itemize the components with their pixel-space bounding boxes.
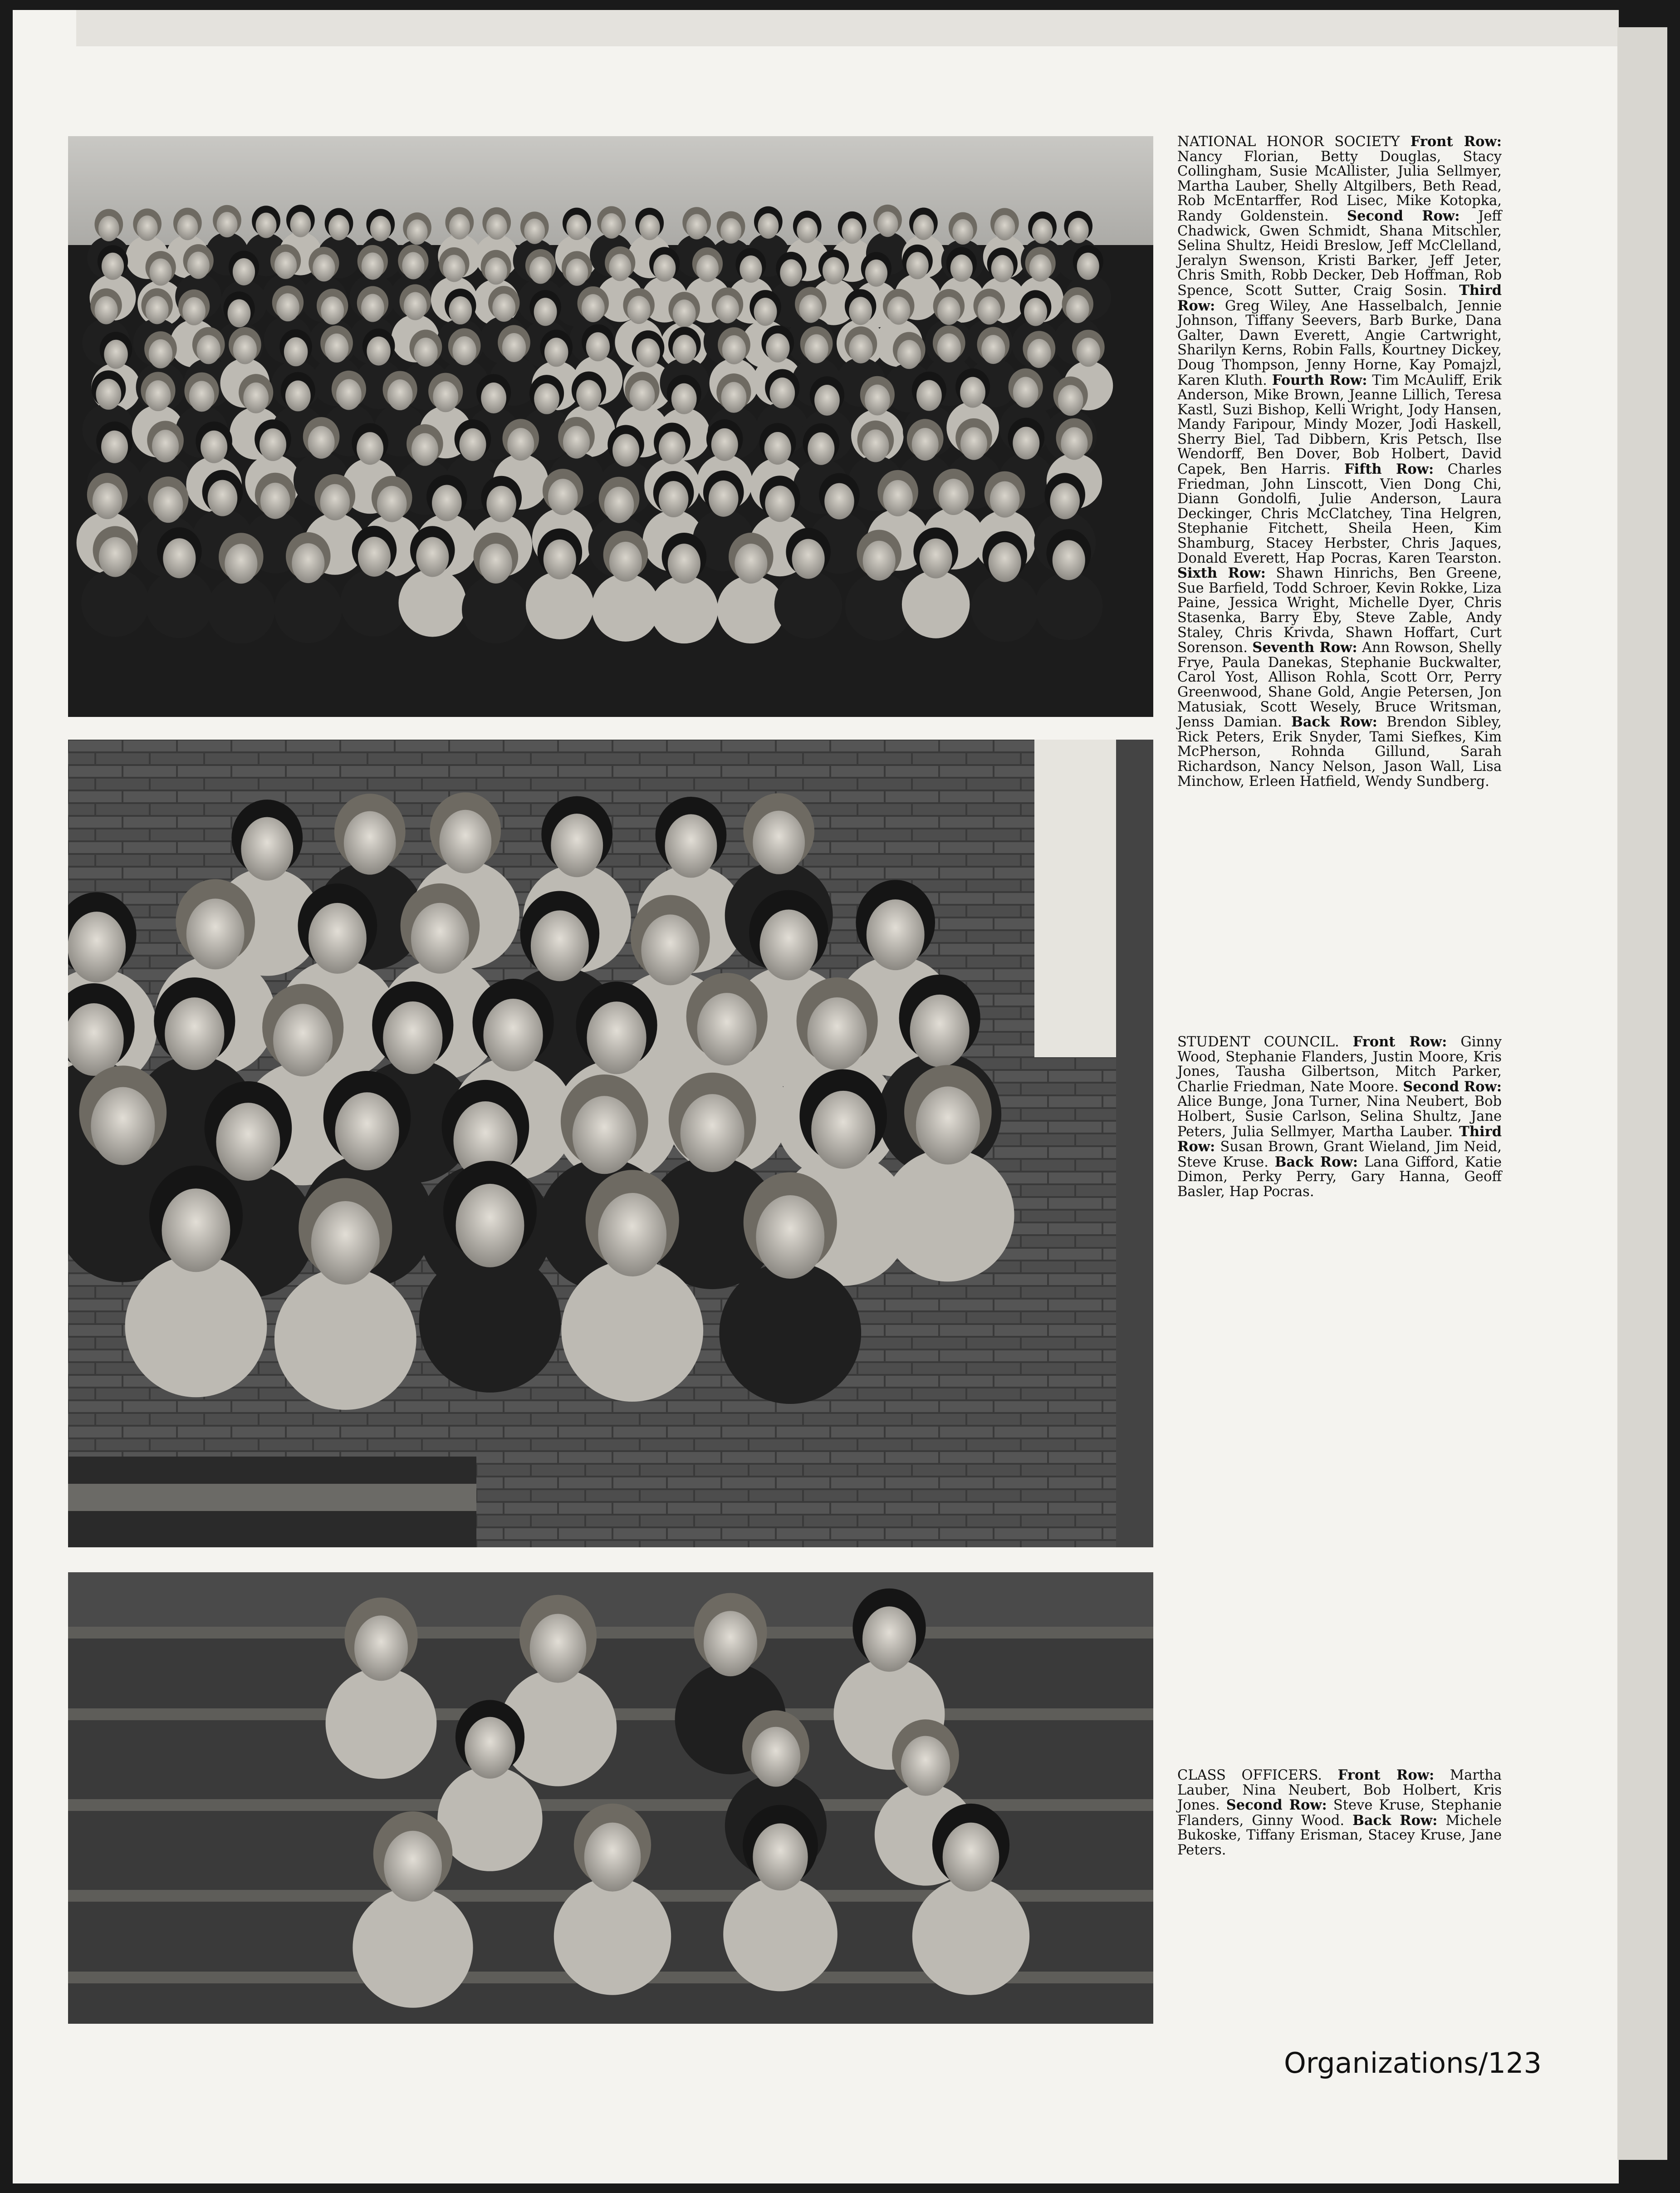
row-label: Third Row: bbox=[1177, 1123, 1502, 1155]
page-folio: Organizations/123 bbox=[1284, 2046, 1542, 2080]
row-label: Front Row: bbox=[1410, 133, 1502, 150]
caption-text: Lana Gifford, Katie Dimon, Perky Perry, Gary Hanna, Geoff Basler, Hap Pocras. bbox=[1177, 1154, 1502, 1200]
row-label: Second Row: bbox=[1403, 1078, 1502, 1095]
caption-text: Nancy Florian, Betty Douglas, Stacy Collingham, Susie McAllister, Julia Sellmyer, Martha Lauber, Shelly Altgilbers, Beth Read, Rob McEntarffer, Rod Lisec, Mike Kotopka, Randy Goldenstein. bbox=[1177, 148, 1502, 224]
caption-text: Ginny Wood, Stephanie Flanders, Justin Moore, Kris Jones, Tausha Gilbertson, Mitch Parker, Charlie Friedman, Nate Moore. bbox=[1177, 1034, 1502, 1095]
row-label: Sixth Row: bbox=[1177, 565, 1266, 582]
student-council-caption bbox=[1177, 1035, 1502, 1200]
class-officers-photo bbox=[68, 1572, 1153, 2024]
row-label: Back Row: bbox=[1352, 1812, 1438, 1829]
row-label: Fifth Row: bbox=[1344, 461, 1434, 478]
caption-text: Greg Wiley, Ane Hasselbalch, Jennie Johnson, Tiffany Seevers, Barb Burke, Dana Galter, Dawn Everett, Angie Cartwright, Sharilyn Kerns, Robin Falls, Kourtney Dickey, Doug Thompson, Jenny Horne, Kay Pomajzl, Karen Kluth. bbox=[1177, 298, 1502, 388]
page-edge bbox=[1617, 27, 1667, 2160]
caption-text: NATIONAL HONOR SOCIETY bbox=[1177, 134, 1411, 150]
national-honor-society-photo bbox=[68, 136, 1153, 717]
row-label: Back Row: bbox=[1291, 714, 1377, 731]
caption-text: Steve Kruse, Stephanie Flanders, Ginny Wood. bbox=[1177, 1797, 1502, 1829]
nhs-photo-art bbox=[68, 136, 1153, 717]
row-label: Front Row: bbox=[1337, 1767, 1435, 1783]
row-label: Fourth Row: bbox=[1272, 372, 1367, 388]
caption-text: Michele Bukoske, Tiffany Erisman, Stacey Kruse, Jane Peters. bbox=[1177, 1812, 1502, 1858]
class-officers-photo-art bbox=[68, 1572, 1153, 2024]
caption-text: Tim McAuliff, Erik Anderson, Mike Brown, Jeanne Lillich, Teresa Kastl, Suzi Bishop, Kelli Wright, Jody Hansen, Mandy Faripour, Mindy Mozer, Jodi Haskell, Sherry Biel, Tad Dibbern, Kris Petsch, Ilse Wendorff, Ben Dover, Bob Holbert, David Capek, Ben Harris. bbox=[1177, 372, 1502, 478]
caption-text: Alice Bunge, Jona Turner, Nina Neubert, Bob Holbert, Susie Carlson, Selina Shultz, Jane Peters, Julia Sellmyer, Martha Lauber. bbox=[1177, 1094, 1502, 1140]
row-label: Second Row: bbox=[1226, 1797, 1327, 1814]
caption-text: Ann Rowson, Shelly Frye, Paula Danekas, Stephanie Buckwalter, Carol Yost, Allison Rohla, Scott Orr, Perry Greenwood, Shane Gold, Angie Petersen, Jon Matusiak, Scott Wesely, Bruce Writsman, Jenss Damian. bbox=[1177, 640, 1502, 731]
student-council-photo bbox=[68, 740, 1153, 1547]
row-label: Second Row: bbox=[1347, 207, 1460, 224]
caption-text: Charles Friedman, John Linscott, Vien Dong Chi, Diann Gondolfi, Julie Anderson, Laura Deckinger, Chris McClatchey, Tina Helgren, Stephanie Fitchett, Sheila Heen, Kim Shamburg, Stacey Herbster, Chris Jaques, Donald Everett, Hap Pocras, Karen Tearston. bbox=[1177, 461, 1502, 566]
national-honor-society-caption bbox=[1177, 134, 1502, 789]
row-label: Seventh Row: bbox=[1252, 639, 1357, 656]
row-label: Front Row: bbox=[1352, 1034, 1447, 1050]
row-label: Third Row: bbox=[1177, 282, 1502, 314]
caption-text: CLASS OFFICERS. bbox=[1177, 1767, 1338, 1783]
caption-text: STUDENT COUNCIL. bbox=[1177, 1034, 1353, 1050]
caption-text: Shawn Hinrichs, Ben Greene, Sue Barfield, Todd Schroer, Kevin Rokke, Liza Paine, Jessica Wright, Michelle Dyer, Chris Stasenka, Barry Eby, Steve Zable, Andy Staley, Chris Krivda, Shawn Hoffart, Curt Sorenson. bbox=[1177, 565, 1502, 656]
caption-text: Brendon Sibley, Rick Peters, Erik Snyder, Tami Siefkes, Kim McPherson, Rohnda Gillund, Sarah Richardson, Nancy Nelson, Jason Wall, Lisa Minchow, Erleen Hatfield, Wendy Sundberg. bbox=[1177, 714, 1502, 790]
caption-text: Jeff Chadwick, Gwen Schmidt, Shana Mitschler, Selina Shultz, Heidi Breslow, Jeff McClelland, Jeralyn Swenson, Kristi Barker, Jeff Jeter, Chris Smith, Robb Decker, Deb Hoffman, Rob Spence, Scott Sutter, Craig Sosin. bbox=[1177, 208, 1502, 299]
class-officers-caption bbox=[1177, 1768, 1502, 1858]
caption-text: Susan Brown, Grant Wieland, Jim Neid, Steve Kruse. bbox=[1177, 1139, 1502, 1170]
row-label: Back Row: bbox=[1274, 1153, 1358, 1170]
page-top-band bbox=[76, 10, 1619, 46]
caption-text: Martha Lauber, Nina Neubert, Bob Holbert, Kris Jones. bbox=[1177, 1767, 1502, 1814]
student-council-photo-art bbox=[68, 740, 1153, 1547]
